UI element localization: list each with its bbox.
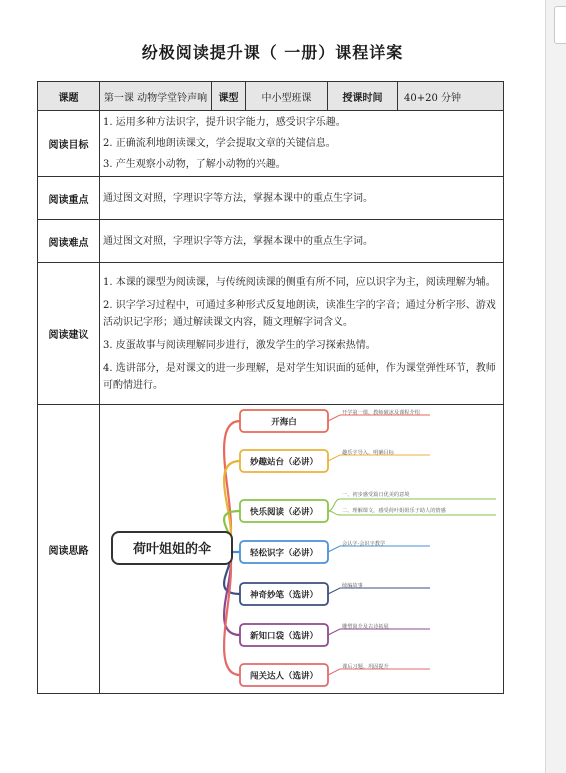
mindmap-label: 阅读思路 [38,405,100,694]
branch-note: 趣乐字导入、明确目标 [342,450,394,456]
goals-row [38,111,504,177]
branch-note: 雕塑简介及古诗拓展 [342,624,389,630]
central-node-label: 荷叶姐姐的伞 [132,542,212,557]
suggestion-item: 2. 识字学习过程中，可通过多种形式反复地朗读，读准生字的字音；通过分析字形、游戏活动识记字形；通过解读课文内容，随文理解字词含义。 [103,299,496,328]
branch-label: 快乐阅读（必讲） [249,507,319,518]
mindmap-cell [100,405,504,694]
branch-label: 妙趣站台（必讲） [249,457,319,468]
page-title: 纷极阅读提升课（ 一册）课程详案 [141,43,404,62]
branch-note: 一、初步感受篇日优美的意境 [342,492,410,498]
suggestion-item: 3. 皮蛋故事与阅读理解同步进行，激发学生的学习探索热情。 [103,339,376,351]
key-points-row [38,177,504,220]
key-points-label: 阅读重点 [38,177,100,220]
goals-content [100,111,504,177]
goals-item: 3. 产生观察小动物，了解小动物的兴趣。 [103,159,286,170]
header-row [38,82,504,111]
lesson-value: 第一课 动物学堂铃声响 [100,82,212,111]
suggestion-item: 1. 本课的课型为阅读课，与传统阅读课的侧重有所不同，应以识字为主，阅读理解为辅。 [103,276,496,288]
branch-note: 二、理解课文，感受荷叶姐姐乐于助人的情感 [342,508,446,514]
vertical-scrollbar[interactable] [545,0,566,773]
type-value: 中小型班课 [246,82,328,111]
branch-label: 开海白 [271,417,297,428]
goals-item: 2. 正确流利地朗读课文，学会提取文章的关键信息。 [103,138,336,149]
time-label: 授课时间 [328,82,398,111]
lesson-label: 课题 [38,82,100,111]
type-label: 课型 [212,82,246,111]
time-value: 40+20 分钟 [398,82,504,111]
branch-note: 会认字·会识字教学 [342,541,386,547]
branch-label: 闯关达人（选讲） [249,671,319,682]
branch-connector [220,548,240,675]
suggestions-row [38,263,504,405]
difficulties-label: 阅读难点 [38,220,100,263]
difficulties-row [38,220,504,263]
lesson-plan-table [37,81,504,694]
mindmap-row [38,405,504,694]
branch-note: 续编故事 [342,583,363,589]
suggestions-label: 阅读建议 [38,263,100,405]
branch-label: 轻松识字（必讲） [249,548,319,559]
difficulties-text: 通过图文对照，字理识字等方法，掌握本课中的重点生字词。 [100,220,504,263]
branch-note: 课后习题、巩固提升 [342,664,389,670]
key-points-text: 通过图文对照，字理识字等方法，掌握本课中的重点生字词。 [100,177,504,220]
goals-item: 1. 运用多种方法识字，提升识字能力，感受识字乐趣。 [103,117,346,128]
scrollbar-thumb[interactable] [554,6,566,44]
branch-label: 神奇妙笔（选讲） [249,590,319,601]
suggestion-item: 4. 选讲部分，是对课文的进一步理解，是对学生知识面的延伸，作为课堂弹性环节，教师可酌情进行。 [103,362,496,391]
branch-note: 开学第一课，教师破冰及课程介绍 [342,410,420,416]
mindmap-diagram [100,405,503,693]
mindmap [100,405,503,693]
suggestions-content [100,263,504,405]
goals-label: 阅读目标 [38,111,100,177]
branch-label: 新知口袋（选讲） [249,631,319,642]
